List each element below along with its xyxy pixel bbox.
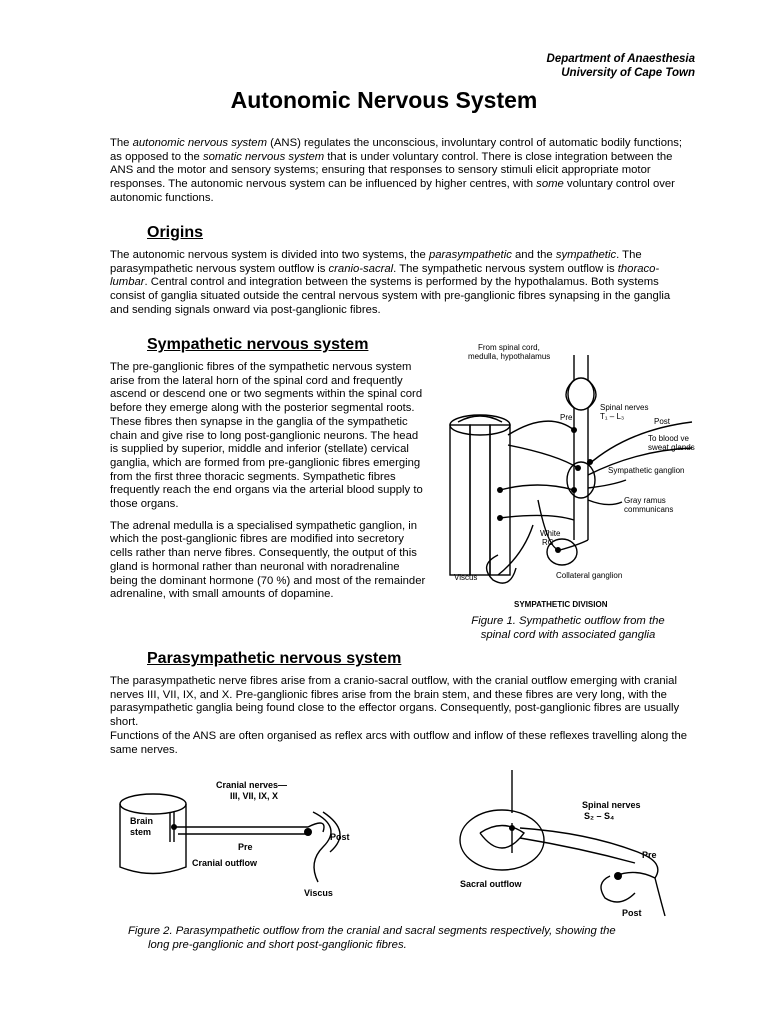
fig1-label-communicans: communicans [624, 505, 674, 514]
fig1-label-sweat: sweat glands [648, 443, 695, 452]
intro-emphasis: somatic nervous system [202, 150, 325, 163]
figure-2-caption-line2: long pre-ganglionic and short post-ganglionic fibres. [148, 939, 407, 951]
fig2-sacral-nerves: Spinal nerves [582, 800, 641, 810]
fig2-cranial-outflow: Cranial outflow [192, 858, 257, 868]
origins-text: . The sympathetic nervous system outflow is [393, 262, 618, 275]
origins-emphasis: parasympathetic [428, 249, 512, 261]
university-name: University of Cape Town [561, 67, 695, 79]
fig1-label-white: White [540, 529, 561, 538]
origins-emphasis: thoraco-lumbar [110, 262, 660, 289]
origins-text: and the [511, 249, 556, 261]
origins-text: . Central control and integration between the systems is performed by the hypothalamus. Both systems consist of ganglia situated outside the central nervous system with pre-ganglionic fibres synapsing in the ganglia and sending signals onward via post-ganglionic fibres. [110, 276, 671, 316]
fig1-label-from2: medulla, hypothalamus [468, 352, 551, 361]
sympathetic-heading: Sympathetic nervous system [147, 336, 369, 353]
figure-1-sympathetic-diagram [438, 340, 696, 615]
intro-text: (ANS) regulates the unconscious, involuntary control of automatic bodily functions; as opposed to the [110, 137, 683, 163]
fig1-label-blood: To blood ve [648, 434, 689, 443]
sympathetic-text [110, 361, 428, 602]
fig2-sacral-post: Post [622, 908, 642, 918]
fig2-stem: stem [130, 827, 152, 837]
fig1-label-spinal-nerves: Spinal nerves [600, 403, 649, 412]
figure-2-caption-line1: Figure 2. Parasympathetic outflow from the cranial and sacral segments respectively, showing the [128, 925, 616, 937]
fig1-label-gray: Gray ramus [624, 496, 666, 505]
fig1-label-from: From spinal cord, [478, 343, 540, 352]
origins-emphasis: sympathetic [555, 249, 617, 261]
figure-1-caption-line1: Figure 1. Sympathetic outflow from the [471, 615, 665, 627]
fig2-sacral-pre: Pre [642, 850, 657, 860]
fig2-sacral-segments: S₂ – S₄ [584, 811, 615, 821]
sympathetic-paragraph-2: The adrenal medulla is a specialised sympathetic ganglion, in which the post-ganglionic fibres are modified into secretory cells rather than nerve fibres. Consequently, the output of this gland is hormonal rather than neuronal with noradrenaline being the dominant hormone (70 %) and most of the remainder adrenaline, with small amounts of dopamine. [110, 519, 426, 601]
origins-heading: Origins [147, 224, 204, 241]
fig1-label-t1l3: T₁ – L₃ [600, 412, 625, 421]
intro-text: that is under voluntary control. There is close integration between the ANS and the motor and sensory systems; ensuring that responses to sensory stimuli elicit appropriate motor responses. The autonomic nervous system can be influenced by higher centres, with [110, 150, 673, 191]
parasympathetic-paragraph-1: The parasympathetic nerve fibres arise from a cranio-sacral outflow, with the cranial outflow emerging with cranial nerves III, VII, IX, and X. Pre-ganglionic fibres arise from the brain stem, and these fibres are very long, with the parasympathetic ganglia being found close to the effector organs. Consequently, post-ganglionic fibres are usually short. [110, 675, 680, 729]
intro-text: voluntary control over autonomic functions. [110, 178, 675, 204]
fig1-label-division: SYMPATHETIC DIVISION [514, 600, 608, 609]
fig1-label-collateral: Collateral ganglion [556, 571, 623, 580]
parasympathetic-text [110, 675, 692, 757]
figure-1-caption [440, 614, 696, 642]
intro-paragraph [110, 137, 690, 206]
origins-paragraph [110, 249, 692, 318]
fig2-brain: Brain [130, 816, 154, 826]
fig1-label-rc: RC [542, 538, 554, 547]
parasympathetic-heading: Parasympathetic nervous system [147, 650, 402, 667]
origins-text: . The parasympathetic nervous system outflow is [110, 249, 642, 275]
department-name: Department of Anaesthesia [546, 53, 695, 65]
department-header [547, 52, 695, 80]
parasympathetic-paragraph-2: Functions of the ANS are often organised as reflex arcs with outflow and inflow of these reflexes travelling along the same nerves. [110, 729, 688, 756]
figure-1-caption-line2: spinal cord with associated ganglia [480, 629, 656, 641]
page-title: Autonomic Nervous System [230, 87, 538, 113]
figure-2-sacral-diagram [440, 768, 680, 920]
figure-2-caption [128, 924, 698, 952]
intro-text: The [110, 137, 133, 149]
fig2-sacral-outflow: Sacral outflow [460, 879, 522, 889]
fig2-cranial-post: Post [330, 832, 350, 842]
fig2-cranial-pre: Pre [238, 842, 253, 852]
figure-2-cranial-diagram [108, 772, 363, 907]
intro-emphasis: some [536, 178, 564, 191]
sympathetic-paragraph-1: The pre-ganglionic fibres of the sympathetic nervous system arise from the lateral horn of the spinal cord and frequently ascend or descend one or two segments within the spinal cord before they emerge along with the posterior segmental roots. These fibres then synapse in the ganglia of the sympathetic chain and give rise to long post-ganglionic neurons. The head is supplied by superior, middle and inferior (stellate) cervical ganglia, which are formed from pre-ganglionic fibres emerging from the first three thoracic segments. Sympathetic fibres frequently reach the end organs via the arterial blood supply to those organs. [110, 361, 423, 511]
fig1-label-viscus: Viscus [454, 573, 478, 582]
fig2-cranial-nerves: Cranial nerves— [216, 780, 288, 790]
origins-emphasis: cranio-sacral [328, 262, 394, 275]
fig2-cranial-list: III, VII, IX, X [230, 791, 279, 801]
intro-emphasis: autonomic nervous system [132, 137, 267, 149]
fig2-cranial-viscus: Viscus [304, 888, 333, 898]
fig1-label-post: Post [654, 417, 671, 426]
origins-text: The autonomic nervous system is divided into two systems, the [110, 249, 429, 261]
fig1-label-pre: Pre [560, 413, 573, 422]
fig1-label-symp-ganglion: Sympathetic ganglion [608, 466, 685, 475]
